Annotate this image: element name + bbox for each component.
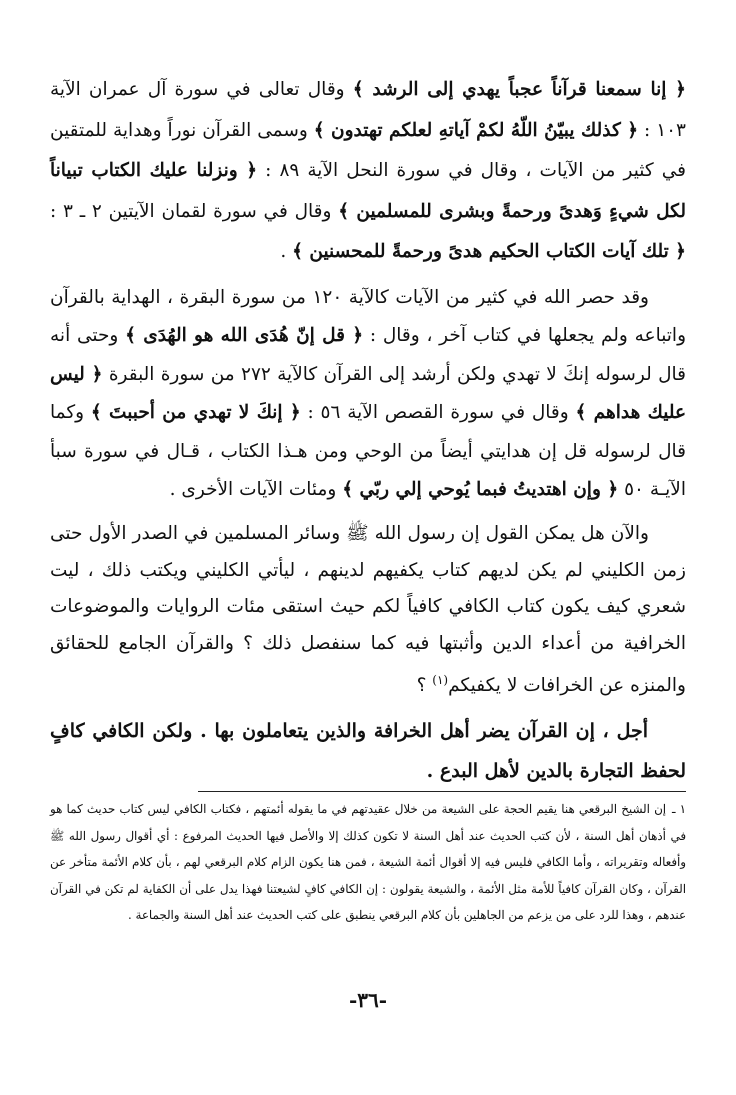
text-segment: وقال في سورة القصص الآية ٥٦ : bbox=[300, 402, 576, 424]
text-segment: ﴿ قل إنّ هُدَى الله هو الهُدَى ﴾ bbox=[125, 325, 364, 347]
text-segment: وقد حصر الله في كثير من الآيات كالآية ١٢٠ من سورة البقرة ، الهداية بالقرآن واتباعه ولم يجعلها في كتاب آخر ، وقال : bbox=[50, 286, 687, 347]
page-number: -٣٦- bbox=[348, 988, 388, 1012]
paragraph-3 bbox=[50, 516, 686, 705]
text-segment: وسمى القرآن نوراً وهداية للمتقين في كثير من الآيات ، وقال في سورة النحل الآية ٨٩ : bbox=[50, 119, 687, 181]
text-segment: والآن هل يمكن القول إن رسول الله ﷺ وسائر المسلمين في الصدر الأول حتى زمن الكليني لم يكن لديهم كتاب يكفيهم لدينهم ، ليأتي الكليني ويكتب ذلك ، ليت شعري كيف يكون كتاب الكافي كافياً لكم حيث استقى مئات الروايات والموضوعات الخرافية من أعداء الدين وأثبتها فيه كما سنفصل ذلك ؟ والقرآن الجامع للحقائق والمنزه عن الخرافات لا يكفيكم bbox=[50, 523, 686, 697]
footnote-marker: ١ ـ bbox=[671, 802, 686, 816]
text-segment: وكما قال لرسوله قل إن هدايتي أيضاً من الوحي ومن هـذا الكتاب ، قـال في سورة سبأ الآيـة ٥٠ bbox=[50, 402, 686, 501]
footnote bbox=[50, 796, 686, 929]
footnote-separator bbox=[198, 791, 686, 792]
paragraph-1 bbox=[50, 70, 686, 273]
paragraph-2 bbox=[50, 279, 686, 511]
text-segment: ﴿ تلك آيات الكتاب الحكيم هدىً ورحمةً للمحسنين ﴾ bbox=[292, 241, 686, 262]
footnote-text: إن الشيخ البرقعي هنا يقيم الحجة على الشيعة من خلال عقيدتهم في ما يقوله أئمتهم ، فكتاب الكافي ليس كتاب حديث كما هو في أذهان أهل السنة ، لأن كتب الحديث عند أهل السنة لا تكون كذلك إلا والأصل فيها الحديث المرفوع : أي أقوال رسول الله ﷺ وأفعاله وتقريراته ، وأما الكافي فليس فيه إلا أقوال أئمة الشيعة ، فمن هنا يكون الزام كلام البرقعي لهم ، بأن كلام الأئمة متأخر عن القرآن ، وكان القرآن كافياً للأمة مثل الأئمة ، والشيعة يقولون : إن الكافي كافٍ لشيعتنا فهذا يدل على أن الكفاية لم تكن في القرآن عندهم ، وهذا للرد على من يزعم من الجاهلين بأن كلام البرقعي ينطبق على كتب الحديث عند أهل السنة والجماعة . bbox=[50, 802, 686, 922]
paragraph-4 bbox=[50, 711, 686, 791]
text-segment: ﴿ إنا سمعنا قرآناً عجباً يهدي إلى الرشد ﴾ bbox=[352, 79, 686, 100]
text-segment: أجل ، إن القرآن يضر أهل الخرافة والذين يتعاملون بها . ولكن الكافي كافٍ لحفظ التجارة بالدين لأهل البدع . bbox=[50, 720, 686, 783]
text-segment: وقال تعالى في سورة آل عمران الآية ١٠٣ : bbox=[50, 79, 686, 141]
text-segment: ومئات الآيات الأخرى . bbox=[169, 479, 343, 501]
text-segment: ﴿ وإن اهتديتُ فبما يُوحي إلي ربّي ﴾ bbox=[342, 479, 619, 501]
text-segment: وقال في سورة لقمان الآيتين ٢ ـ ٣ : bbox=[50, 200, 339, 222]
text-segment: ﴿ ونزلنا عليك الكتاب تبياناً لكل شيءٍ وَهدىً ورحمةً وبشرى للمسلمين ﴾ bbox=[50, 160, 686, 222]
main-text bbox=[50, 70, 686, 791]
text-segment: ؟ bbox=[416, 675, 433, 697]
text-segment: ﴿ ليس عليك هداهم ﴾ bbox=[50, 363, 687, 424]
text-segment: . bbox=[280, 241, 293, 262]
footnote-reference: (١) bbox=[432, 673, 449, 688]
text-segment: ﴿ إنكَ لا تهدي من أحببتَ ﴾ bbox=[90, 402, 301, 424]
text-segment: وحتى أنه قال لرسوله إنكَ لا تهدي ولكن أرشد إلى القرآن كالآية ٢٧٢ من سورة البقرة bbox=[50, 325, 686, 385]
text-segment: ﴿ كذلك يبيّنُ اللّهُ لكمْ آياتهِ لعلكم تهتدون ﴾ bbox=[313, 119, 639, 141]
